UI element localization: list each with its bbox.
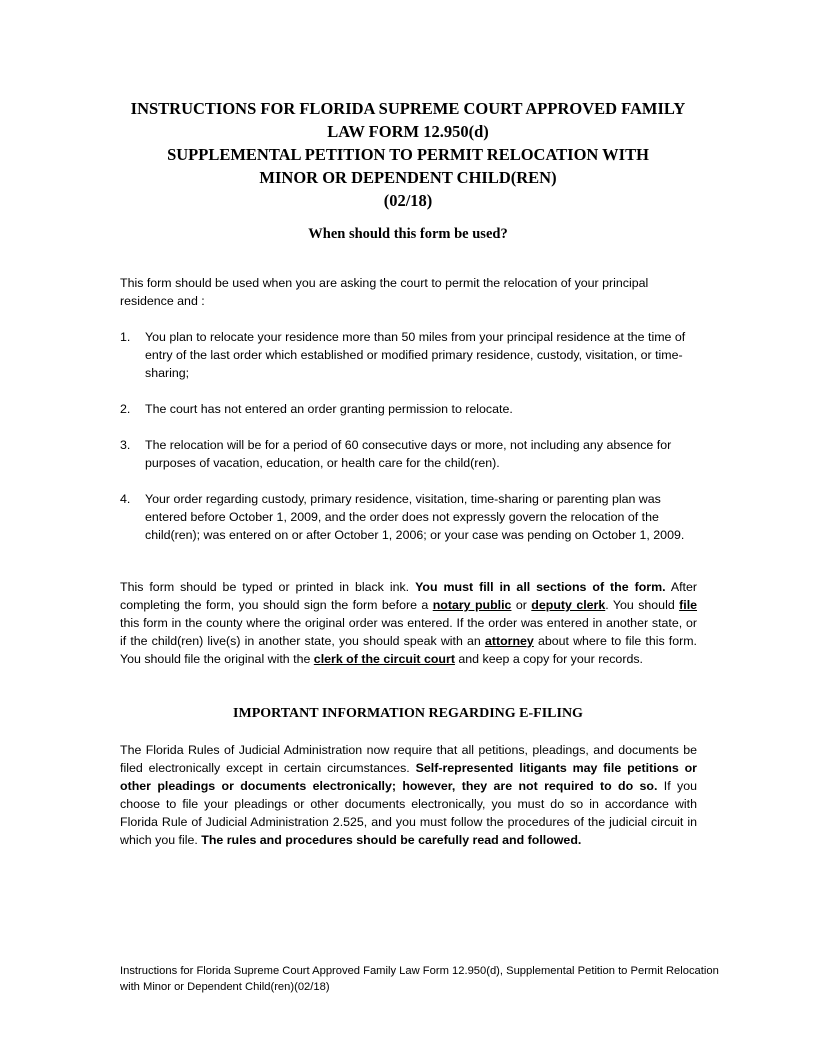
title-line-3: SUPPLEMENTAL PETITION TO PERMIT RELOCATION WITH (167, 145, 649, 164)
file-link[interactable]: file (679, 598, 698, 612)
list-item-text: The relocation will be for a period of 60 consecutive days or more, not including any absence for purposes of vacation, education, or health care for the child(ren). (145, 438, 672, 470)
bold-text: The rules and procedures should be carefully read and followed. (201, 833, 582, 847)
document-title (110, 97, 706, 212)
efiling-paragraph (120, 741, 697, 849)
list-item (120, 400, 697, 418)
intro-paragraph: This form should be used when you are asking the court to permit the relocation of your principal residence and : (120, 276, 649, 308)
list-item-number: 4. (120, 492, 131, 506)
attorney-link[interactable]: attorney (484, 634, 534, 648)
deputy-clerk-link[interactable]: deputy clerk (531, 598, 606, 612)
page-footer: Instructions for Florida Supreme Court Approved Family Law Form 12.950(d), Supplemental Petition to Permit Relocation with Minor or Dependent Child(ren)(02/18) (120, 965, 719, 993)
list-item (120, 490, 697, 544)
title-line-2: LAW FORM 12.950(d) (327, 122, 489, 141)
text-segment: and keep a copy for your records. (454, 652, 643, 666)
text-segment: The Florida Rules of Judicial Administration now require that all petitions, pleadings, and documents be filed electronically except in certain circumstances. (120, 743, 697, 775)
title-line-1: INSTRUCTIONS FOR FLORIDA SUPREME COURT APPROVED FAMILY (130, 99, 686, 118)
notary-public-link[interactable]: notary public (432, 598, 512, 612)
title-line-4: MINOR OR DEPENDENT CHILD(REN) (259, 168, 557, 187)
text-segment: about where to file this form. You should file the original with the (120, 634, 697, 666)
bold-text: Self-represented litigants may file petitions or other pleadings or documents electronically; however, they are not required to do so. (120, 761, 697, 793)
list-item-text: The court has not entered an order granting permission to relocate. (145, 402, 513, 416)
text-segment: After completing the form, you should sign the form before a (120, 580, 697, 612)
list-item (120, 436, 697, 472)
list-item-text: You plan to relocate your residence more than 50 miles from your principal residence at the time of entry of the last order which established or modified primary residence, custody, visitation, or time-sharing; (145, 330, 686, 380)
section-heading-efiling: IMPORTANT INFORMATION REGARDING E-FILING (233, 706, 583, 721)
clerk-of-circuit-court-link[interactable]: clerk of the circuit court (313, 652, 455, 666)
list-item-number: 1. (120, 330, 131, 344)
section-heading-when: When should this form be used? (308, 226, 508, 242)
conditions-list (120, 328, 697, 562)
list-item-number: 2. (120, 402, 131, 416)
title-line-5: (02/18) (383, 191, 433, 210)
text-segment: This form should be typed or printed in black ink. (120, 580, 416, 594)
list-item-number: 3. (120, 438, 131, 452)
text-segment: . You should (605, 598, 680, 612)
bold-text: You must fill in all sections of the form. (415, 580, 666, 594)
text-segment: If you choose to file your pleadings or other documents electronically, you must do so in accordance with Florida Rule of Judicial Administration 2.525, and you must follow the procedures of the judicial circuit in which you file. (120, 779, 697, 847)
list-item (120, 328, 697, 382)
list-item-text: Your order regarding custody, primary residence, visitation, time-sharing or parenting plan was entered before October 1, 2009, and the order does not expressly govern the relocation of the child(ren); was entered on or after October 1, 2006; or your case was pending on October 1, 2009. (145, 492, 685, 542)
text-segment: or (511, 598, 532, 612)
text-segment: this form in the county where the original order was entered. If the order was entered in another state, or if the child(ren) live(s) in another state, you should speak with an (120, 616, 697, 648)
filing-instructions-paragraph (120, 578, 697, 668)
